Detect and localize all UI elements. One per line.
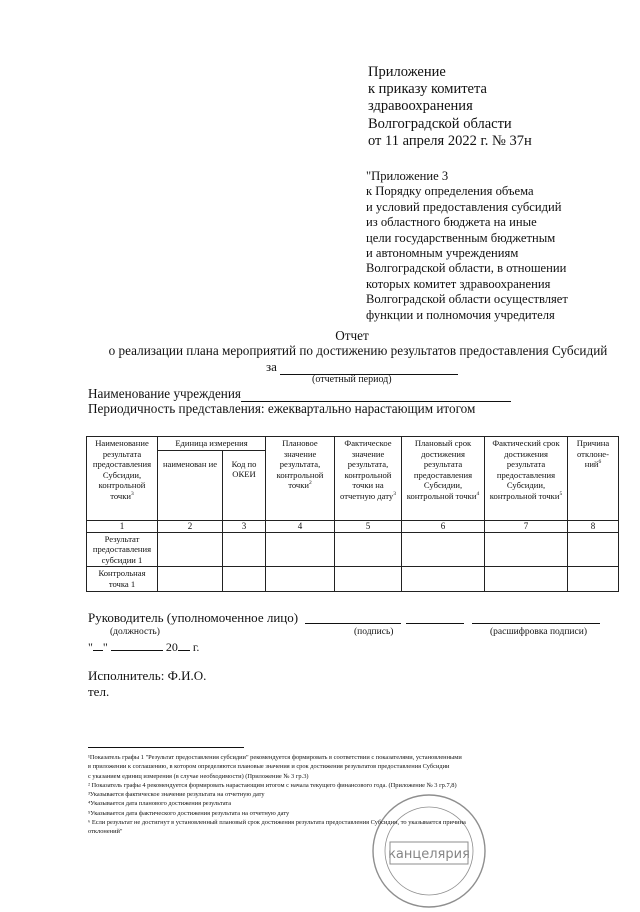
appendix-line: и автономным учреждениям — [366, 246, 519, 261]
table-cell — [568, 567, 619, 592]
date-quote: " — [102, 640, 108, 654]
footnote: ⁶ Eсли результат не достигнут в установленный плановый срок достижения результата предоставления Субсидии, то указывается причина — [88, 819, 466, 827]
position-caption: (должность) — [110, 627, 160, 637]
sign-caption: (подпись) — [354, 627, 394, 637]
day-blank — [93, 640, 103, 651]
appendix-line: и условий предоставления субсидий — [366, 199, 562, 214]
table-row — [87, 567, 619, 592]
month-blank — [111, 640, 163, 651]
year-blank — [178, 640, 190, 651]
appendix-line: функции и полномочия учредителя — [366, 307, 555, 322]
row-label: Результат предоставления субсидии 1 — [87, 532, 158, 567]
table-cell — [335, 532, 402, 567]
col-header-unit-name: наименован ие — [158, 450, 223, 520]
col-header-name: Наименование результата предоставления Субсидии, контрольной точки$^3$ — [87, 437, 158, 521]
table-cell — [223, 567, 266, 592]
decode-caption: (расшифровка подписи) — [490, 627, 587, 637]
institution-label: Наименование учреждения — [88, 386, 241, 401]
header-line: здравоохранения — [368, 98, 473, 115]
phone-label: тел. — [88, 684, 110, 699]
appendix-line: "Приложение 3 — [366, 169, 449, 183]
year-prefix: 20 — [165, 640, 178, 654]
col-number: 5 — [335, 520, 402, 532]
table-cell — [223, 532, 266, 567]
year-suffix: г. — [192, 640, 200, 654]
date-quote: " — [88, 640, 93, 654]
col-number: 4 — [266, 520, 335, 532]
table-cell — [158, 567, 223, 592]
col-header-unit: Единица измерения — [158, 437, 266, 451]
period-note: (отчетный период) — [312, 374, 392, 385]
signature-position-blank — [305, 611, 401, 624]
table-cell — [402, 532, 485, 567]
header-line: Приложение — [368, 64, 446, 80]
signature-sign-blank — [406, 611, 464, 624]
table-cell — [266, 532, 335, 567]
order-header — [368, 64, 532, 150]
institution-field — [88, 386, 511, 402]
report-title: Отчет — [335, 328, 369, 343]
col-number: 2 — [158, 520, 223, 532]
appendix-line: которых комитет здравоохранения — [366, 276, 551, 291]
col-header-plan: Плановое значение результата, контрольной точки$^2$ — [266, 437, 335, 521]
col-header-fact-date: Фактический срок достижения результата предоставления Субсидии, контрольной точки$^5$ — [485, 437, 568, 521]
stamp-text: канцелярия — [388, 847, 470, 862]
header-line: к приказу комитета — [368, 81, 487, 98]
col-number: 7 — [485, 520, 568, 532]
table-cell — [335, 567, 402, 592]
table-cell — [266, 567, 335, 592]
periodicity-text: Периодичность представления: ежеквартально нарастающим итогом — [88, 401, 476, 416]
table-cell — [402, 567, 485, 592]
header-line: от 11 апреля 2022 г. № 37н — [368, 132, 532, 149]
footnote: ¹Показатель графы 1 "Результат предоставления субсидии" рекомендуется формировать в соответствии с показателями, установленными — [88, 754, 462, 761]
footnote: ³Указывается фактическое значение результата на отчетную дату — [88, 791, 265, 799]
signature-decode-blank — [472, 611, 600, 624]
report-table — [86, 436, 619, 592]
header-line: Волгоградской области — [368, 115, 512, 132]
footnote: ⁵Указывается дата фактического достижения результата на отчетную дату — [88, 809, 290, 817]
appendix-header — [366, 169, 568, 323]
appendix-line: из областного бюджета на иные — [366, 215, 537, 230]
signature-label: Руководитель (уполномоченное лицо) — [88, 610, 299, 625]
footnote: с указанием единиц измерения (в случае необходимости) (Приложение № 3 гр.3) — [88, 772, 309, 780]
col-number: 3 — [223, 520, 266, 532]
appendix-line: Волгоградской области, в отношении — [366, 261, 567, 276]
footnote-divider — [88, 747, 244, 748]
table-cell — [485, 567, 568, 592]
footnote: в приложении к соглашению, в котором определяются плановые значения и срок достижения результатов предоставления Субсидии — [88, 763, 450, 771]
table-row — [87, 532, 619, 567]
appendix-line: Волгоградской области осуществляет — [366, 292, 568, 307]
footnote: ² Показатель графы 4 рекомендуется формировать нарастающим итогом с начала текущего финансового года. (Приложение № 3 гр.7,8) — [88, 781, 457, 789]
executor-label: Исполнитель: Ф.И.О. — [88, 668, 207, 683]
col-number: 6 — [402, 520, 485, 532]
col-header-plan-date: Плановый срок достижения результата предоставления Субсидии, контрольной точки$^4$ — [402, 437, 485, 521]
report-subtitle: о реализации плана мероприятий по достижению результатов предоставления Субсидий — [108, 343, 608, 358]
col-header-reason: Причина отклоне- ний$^6$ — [568, 437, 619, 521]
appendix-line: к Порядку определения объема — [366, 184, 534, 199]
col-header-fact: Фактическое значение результата, контрольной точки на отчетную дату$^3$ — [335, 437, 402, 521]
row-label: Контрольная точка 1 — [87, 567, 158, 592]
period-field — [266, 359, 458, 375]
period-prefix: за — [266, 359, 277, 374]
table-cell — [158, 532, 223, 567]
col-number: 8 — [568, 520, 619, 532]
appendix-line: цели государственным бюджетным — [366, 230, 556, 245]
col-number: 1 — [87, 520, 158, 532]
table-cell — [485, 532, 568, 567]
date-field — [88, 640, 199, 655]
footnote: отклонений" — [88, 828, 123, 836]
table-cell — [568, 532, 619, 567]
office-stamp — [368, 790, 490, 912]
col-header-unit-code: Код по ОКЕИ — [223, 450, 266, 520]
footnotes — [88, 753, 618, 837]
footnote: ⁴Указывается дата планового достижения результата — [88, 800, 232, 808]
